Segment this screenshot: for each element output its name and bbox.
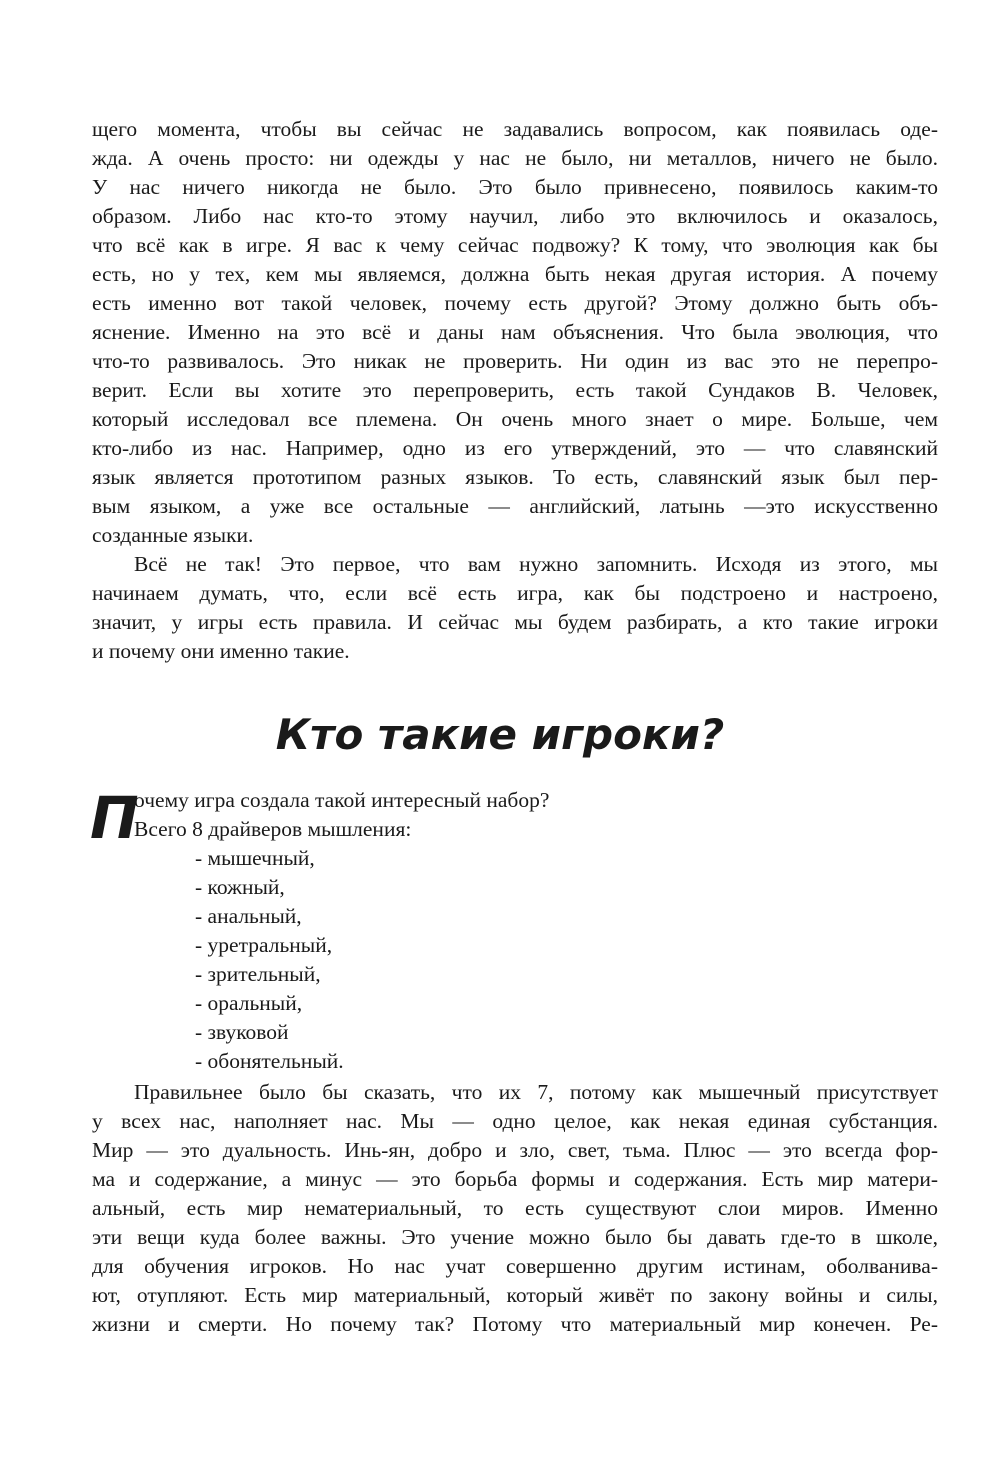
- text-line: созданные языки.: [92, 523, 254, 547]
- text-line: у всех нас, наполняет нас. Мы — одно целое, как некая единая субстанция.: [92, 1109, 938, 1133]
- list-item: - кожный,: [195, 875, 285, 899]
- text-line: начинаем думать, что, если всё есть игра, как бы подстроено и настроено,: [92, 581, 938, 605]
- text-line: жда. А очень просто: ни одежды у нас не было, ни металлов, ничего не было.: [92, 146, 938, 170]
- text-line: Мир — это дуальность. Инь-ян, добро и зло, свет, тьма. Плюс — это всегда фор-: [92, 1138, 938, 1162]
- list-item: - оральный,: [195, 991, 303, 1015]
- list-item: - уретральный,: [195, 933, 333, 957]
- intro-line: очему игра создала такой интересный набор?: [134, 788, 550, 812]
- text-line: ют, отупляют. Есть мир материальный, который живёт по закону войны и силы,: [92, 1283, 938, 1307]
- text-line: альный, есть мир нематериальный, то есть существуют слои миров. Именно: [92, 1196, 938, 1220]
- text-line: что всё как в игре. Я вас к чему сейчас подвожу? К тому, что эволюция как бы: [92, 233, 938, 257]
- text-line: и почему они именно такие.: [92, 639, 350, 663]
- intro-line: Всего 8 драйверов мышления:: [134, 817, 412, 841]
- text-line: кто-либо из нас. Например, одно из его утверждений, это — что славянский: [92, 436, 938, 460]
- text-line: У нас ничего никогда не было. Это было привнесено, появилось каким-то: [92, 175, 938, 199]
- list-item: - мышечный,: [195, 846, 315, 870]
- text-line: образом. Либо нас кто-то этому научил, либо это включилось и оказалось,: [92, 204, 938, 228]
- list-item: - звуковой: [195, 1020, 289, 1044]
- drop-cap: П: [90, 784, 139, 852]
- list-item: - анальный,: [195, 904, 302, 928]
- text-line: есть, но у тех, кем мы являемся, должна быть некая другая история. А почему: [92, 262, 938, 286]
- text-line: щего момента, чтобы вы сейчас не задавались вопросом, как появилась оде-: [92, 117, 938, 141]
- text-line: вым языком, а уже все остальные — английский, латынь —это искусственно: [92, 494, 938, 518]
- text-line: яснение. Именно на это всё и даны нам объяснения. Что была эволюция, что: [92, 320, 938, 344]
- text-line: эти вещи куда более важны. Это учение можно было бы давать где-то в школе,: [92, 1225, 938, 1249]
- text-line: что-то развивалось. Это никак не проверить. Ни один из вас это не перепро-: [92, 349, 938, 373]
- list-item: - зрительный,: [195, 962, 321, 986]
- list-item: - обонятельный.: [195, 1049, 344, 1073]
- text-line: Правильнее было бы сказать, что их 7, потому как мышечный присутствует: [134, 1080, 938, 1104]
- section-heading: Кто такие игроки?: [275, 710, 725, 759]
- text-line: есть именно вот такой человек, почему есть другой? Этому должно быть объ-: [92, 291, 938, 315]
- text-line: верит. Если вы хотите это перепроверить, есть такой Сундаков В. Человек,: [92, 378, 938, 402]
- text-line: значит, у игры есть правила. И сейчас мы будем разбирать, а кто такие игроки: [92, 610, 938, 634]
- text-line: для обучения игроков. Но нас учат совершенно другим истинам, оболванива-: [92, 1254, 938, 1278]
- text-line: жизни и смерти. Но почему так? Потому что материальный мир конечен. Ре-: [92, 1312, 938, 1336]
- text-line: который исследовал все племена. Он очень много знает о мире. Больше, чем: [92, 407, 938, 431]
- text-line: Всё не так! Это первое, что вам нужно запомнить. Исходя из этого, мы: [134, 552, 938, 576]
- text-line: язык является прототипом разных языков. То есть, славянский язык был пер-: [92, 465, 938, 489]
- text-line: ма и содержание, а минус — это борьба формы и содержания. Есть мир матери-: [92, 1167, 938, 1191]
